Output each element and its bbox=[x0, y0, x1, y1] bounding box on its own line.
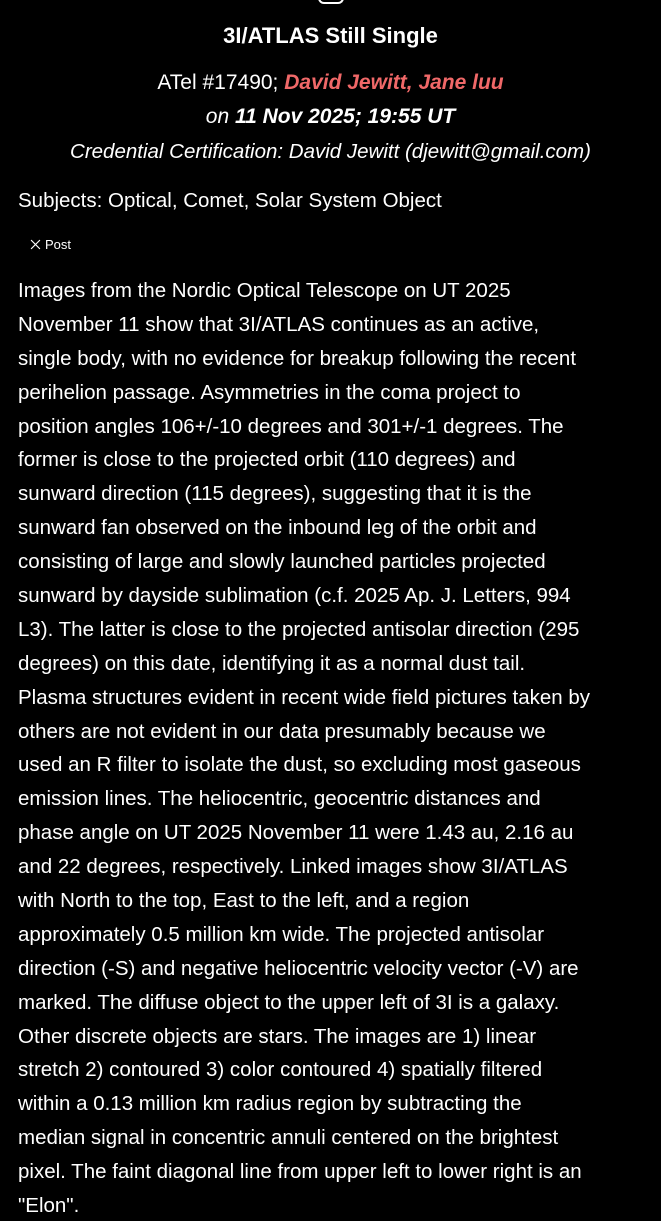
atel-header-line bbox=[0, 68, 661, 98]
body-text-line: sunward fan observed on the inbound leg of the orbit and bbox=[18, 516, 537, 540]
body-text-line: Other discrete objects are stars. The images are 1) linear bbox=[18, 1024, 537, 1048]
body-text-line: used an R filter to isolate the dust, so excluding most gaseous bbox=[18, 753, 581, 777]
atel-number: ATel #17490; bbox=[157, 71, 279, 94]
atel-body-text bbox=[18, 274, 659, 1221]
body-text-line: direction (-S) and negative heliocentric velocity vector (-V) are bbox=[18, 956, 579, 980]
body-text-line: Images from the Nordic Optical Telescope on UT 2025 bbox=[18, 279, 511, 302]
x-post-button[interactable] bbox=[30, 234, 71, 254]
body-text-line: degrees) on this date, identifying it as a normal dust tail. bbox=[18, 651, 526, 675]
body-text-line: marked. The diffuse object to the upper left of 3I is a galaxy. bbox=[18, 990, 560, 1014]
body-text-line: and 22 degrees, respectively. Linked images show 3I/ATLAS bbox=[18, 855, 568, 879]
body-text-line: single body, with no evidence for breakup following the recent bbox=[18, 346, 577, 370]
body-text-line: consisting of large and slowly launched particles projected bbox=[18, 550, 546, 574]
body-text-line: sunward by dayside sublimation (c.f. 2025 Ap. J. Letters, 994 bbox=[18, 584, 571, 608]
body-text-line: position angles 106+/-10 degrees and 301+/-1 degrees. The bbox=[18, 414, 564, 438]
credential-certification: Credential Certification: David Jewitt (djewitt@gmail.com) bbox=[70, 140, 591, 163]
x-post-label: Post bbox=[45, 236, 72, 252]
body-text-line: others are not evident in our data presumably because we bbox=[18, 719, 546, 743]
date-prefix: on bbox=[205, 105, 230, 128]
body-text-line: Plasma structures evident in recent wide field pictures taken by bbox=[18, 685, 590, 709]
body-text-line: emission lines. The heliocentric, geocentric distances and bbox=[18, 787, 541, 811]
x-logo-icon bbox=[30, 239, 41, 250]
date-line bbox=[0, 102, 661, 132]
body-text-line: former is close to the projected orbit (110 degrees) and bbox=[18, 448, 516, 472]
body-text-line: with North to the top, East to the left, and a region bbox=[18, 889, 470, 913]
top-bracket-decoration bbox=[318, 0, 344, 4]
authors-link[interactable]: David Jewitt, Jane luu bbox=[284, 71, 504, 94]
subjects-line: Subjects: Optical, Comet, Solar System Object bbox=[18, 189, 442, 212]
body-text-line: phase angle on UT 2025 November 11 were 1.43 au, 2.16 au bbox=[18, 821, 574, 845]
date-value: 11 Nov 2025; 19:55 UT bbox=[234, 105, 456, 128]
body-text-line: stretch 2) contoured 3) color contoured 4) spatially filtered bbox=[18, 1058, 543, 1082]
body-text-line: "Elon". bbox=[18, 1194, 80, 1218]
body-text-line: November 11 show that 3I/ATLAS continues as an active, bbox=[18, 312, 540, 336]
body-text-line: perihelion passage. Asymmetries in the coma project to bbox=[18, 380, 521, 404]
body-text-line: pixel. The faint diagonal line from upper left to lower right is an bbox=[18, 1160, 582, 1184]
body-text-line: approximately 0.5 million km wide. The projected antisolar bbox=[18, 922, 545, 946]
page-title: 3I/ATLAS Still Single bbox=[223, 23, 438, 48]
body-text-line: median signal in concentric annuli centered on the brightest bbox=[18, 1126, 559, 1150]
body-text-line: L3). The latter is close to the projected antisolar direction (295 bbox=[18, 617, 580, 641]
body-text-line: sunward direction (115 degrees), suggesting that it is the bbox=[18, 482, 532, 506]
body-text-line: within a 0.13 million km radius region by subtracting the bbox=[18, 1092, 522, 1116]
